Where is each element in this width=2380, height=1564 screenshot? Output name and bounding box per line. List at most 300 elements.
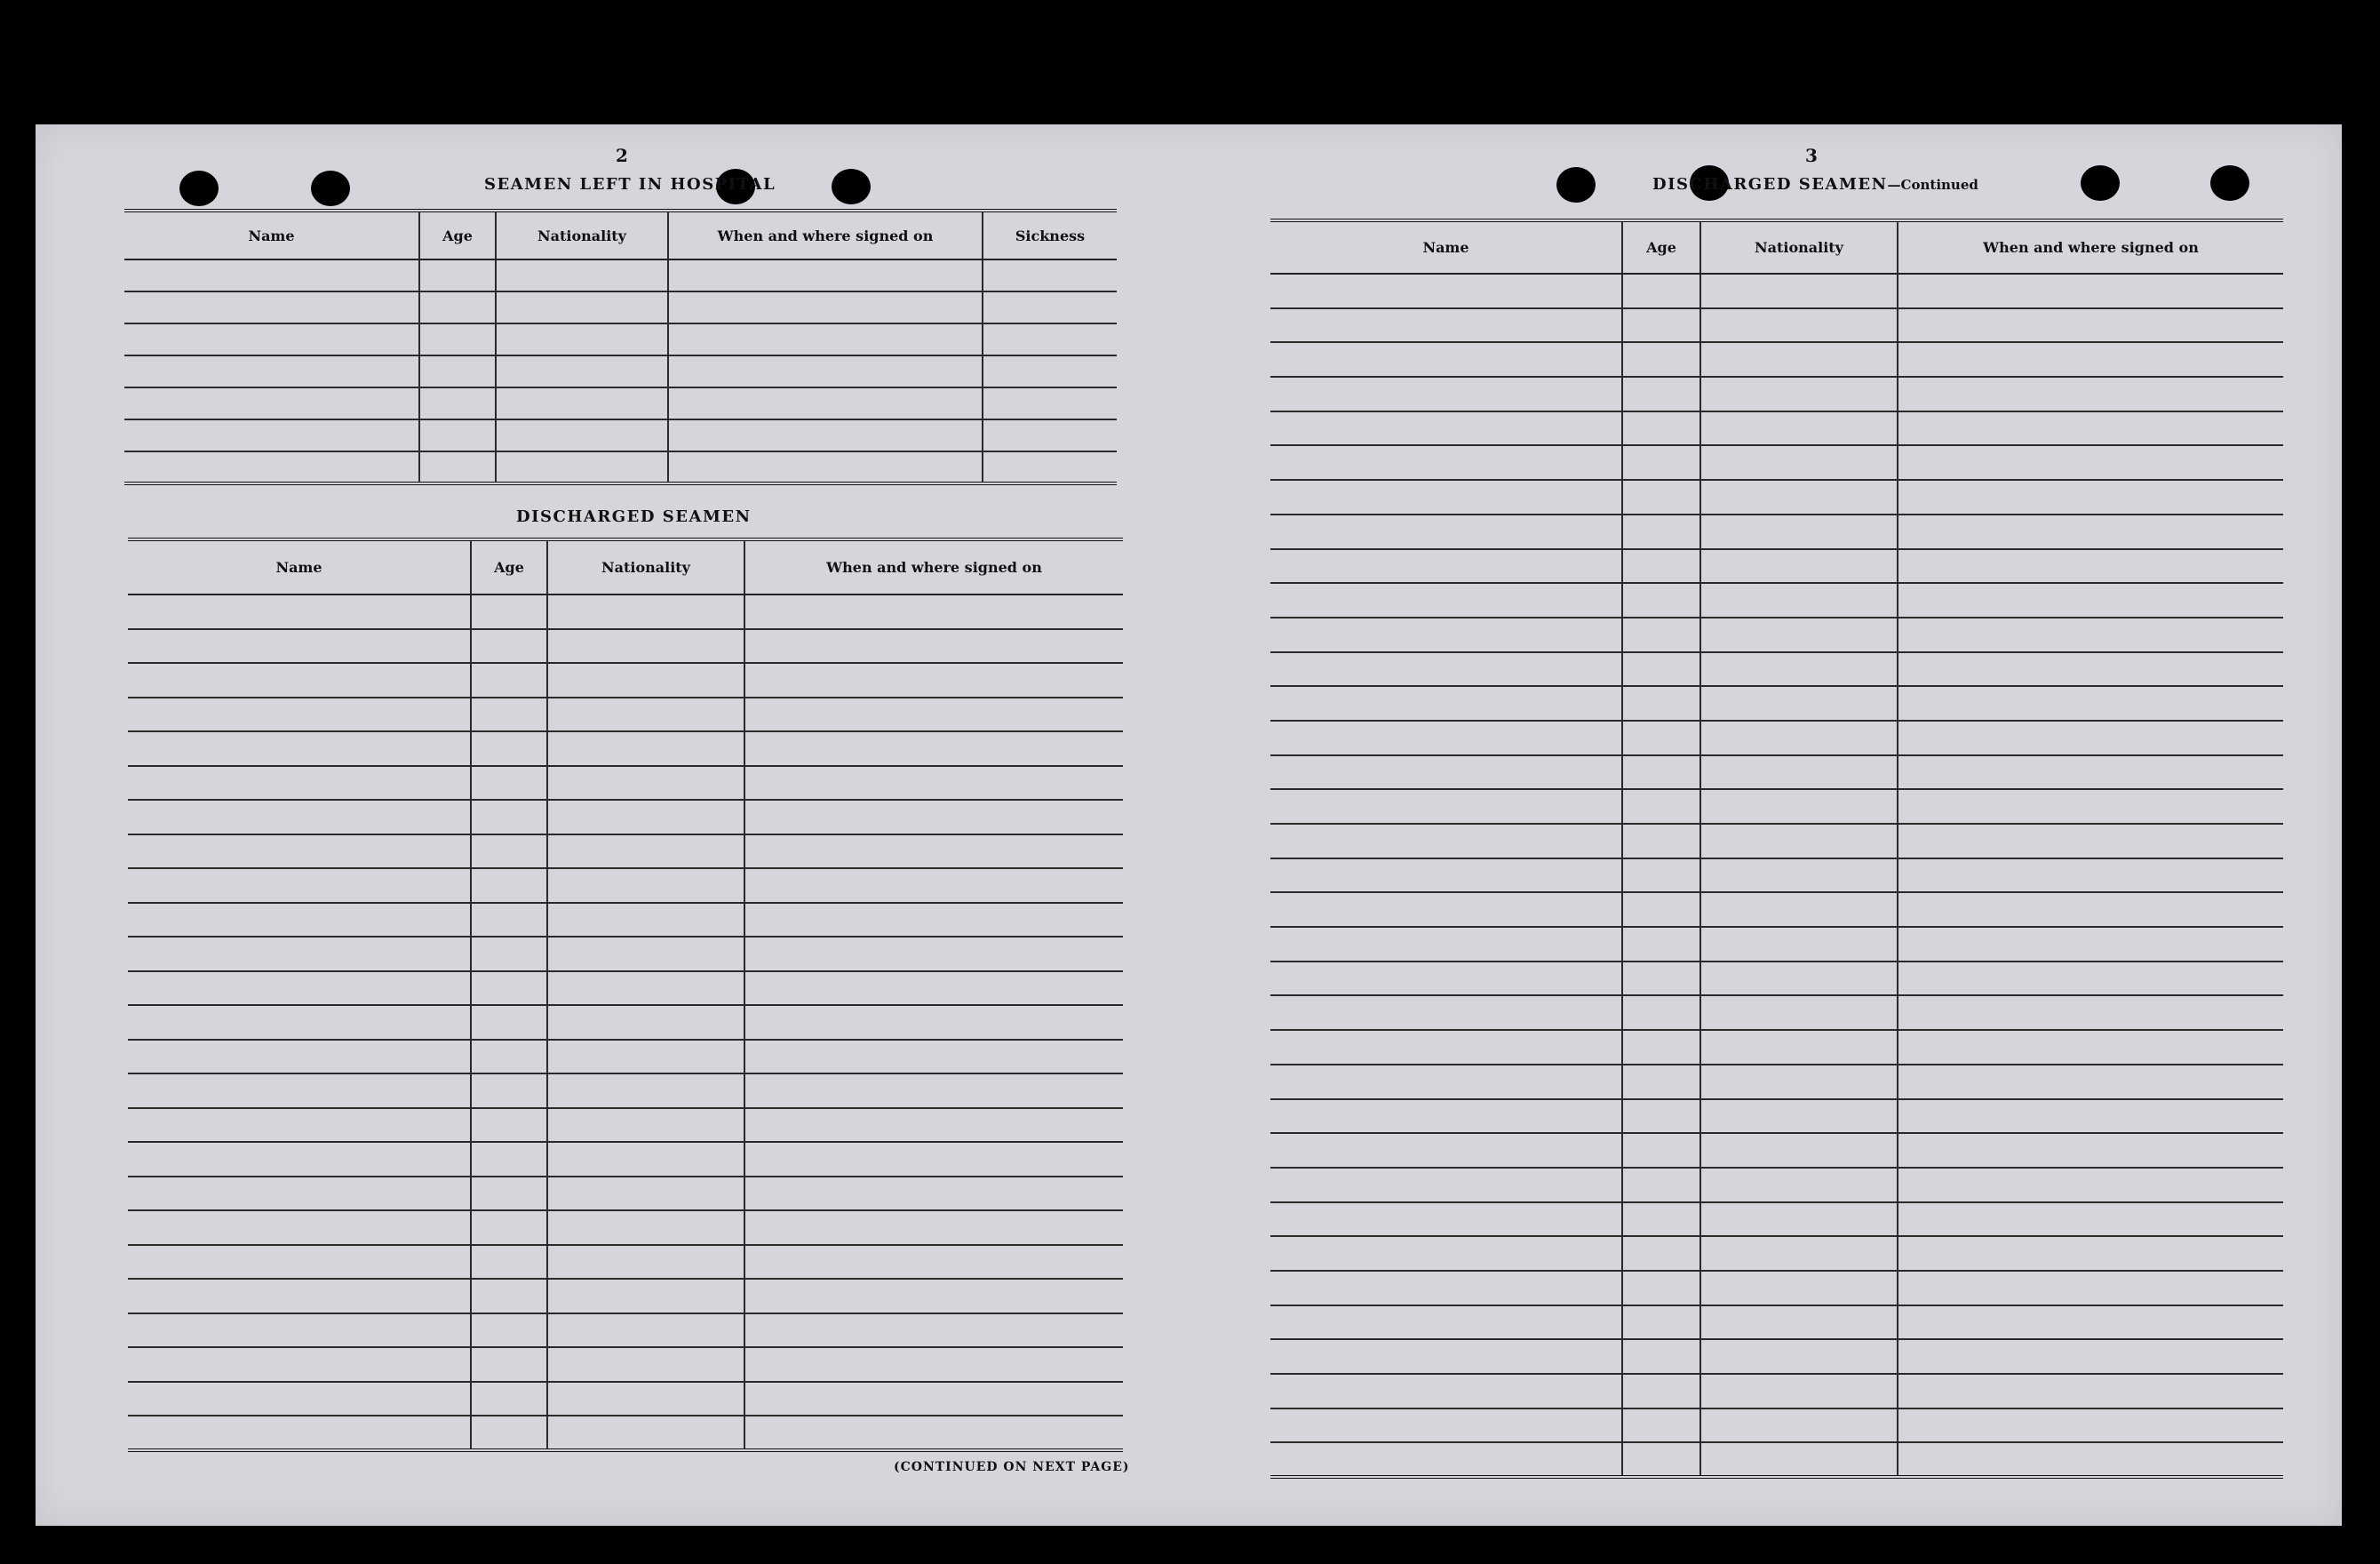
continued-footer: (CONTINUED ON NEXT PAGE): [894, 1460, 1130, 1474]
table-cell: [547, 1416, 744, 1450]
table-cell: [496, 419, 668, 451]
table-cell: [1622, 1065, 1700, 1099]
table-row: [1270, 445, 2283, 480]
table-cell: [1622, 515, 1700, 549]
column-header-sickness: Sickness: [983, 211, 1117, 259]
table-row: [128, 594, 1123, 629]
table-cell: [547, 1142, 744, 1177]
table-cell: [1700, 721, 1898, 755]
table-cell: [1270, 1236, 1622, 1271]
table-cell: [547, 1245, 744, 1280]
table-cell: [1270, 858, 1622, 893]
table-cell: [668, 323, 983, 355]
table-cell: [471, 1108, 547, 1143]
table-cell: [128, 1416, 471, 1450]
table-cell: [1700, 1202, 1898, 1237]
table-cell: [983, 291, 1117, 323]
table-cell: [1270, 1374, 1622, 1408]
table-cell: [419, 259, 496, 291]
column-header-nationality: Nationality: [1700, 220, 1898, 274]
table-cell: [128, 1040, 471, 1074]
table-cell: [419, 323, 496, 355]
table-cell: [128, 971, 471, 1006]
table-cell: [1700, 274, 1898, 308]
table-cell: [1622, 1408, 1700, 1443]
table-cell: [744, 1347, 1123, 1382]
table-row: [128, 766, 1123, 801]
table-cell: [124, 355, 419, 387]
table-row: [1270, 411, 2283, 446]
table-cell: [744, 1279, 1123, 1313]
discharged-table-header: [128, 539, 1123, 594]
table-row: [1270, 721, 2283, 755]
table-cell: [1898, 1271, 2283, 1305]
table-row: [128, 868, 1123, 903]
table-cell: [1622, 480, 1700, 515]
table-cell: [471, 868, 547, 903]
table-cell: [1270, 411, 1622, 446]
table-row: [1270, 962, 2283, 996]
table-row: [1270, 1305, 2283, 1340]
table-cell: [1270, 1202, 1622, 1237]
table-cell: [1898, 377, 2283, 411]
table-cell: [471, 1210, 547, 1245]
table-cell: [744, 629, 1123, 664]
table-cell: [1622, 1271, 1700, 1305]
table-cell: [128, 1347, 471, 1382]
table-row: [124, 259, 1117, 291]
table-row: [128, 834, 1123, 869]
table-cell: [496, 259, 668, 291]
document-sheet: [36, 124, 2342, 1526]
table-cell: [547, 1108, 744, 1143]
table-cell: [744, 1040, 1123, 1074]
table-cell: [471, 1382, 547, 1416]
table-cell: [744, 663, 1123, 698]
table-cell: [547, 1210, 744, 1245]
table-cell: [1700, 583, 1898, 618]
table-cell: [1270, 1305, 1622, 1340]
hospital-table-header: [124, 211, 1117, 259]
table-cell: [1898, 755, 2283, 790]
table-cell: [1622, 755, 1700, 790]
table-row: [124, 387, 1117, 419]
continued-table-body: [1270, 274, 2283, 1477]
table-row: [1270, 1339, 2283, 1374]
table-row: [124, 291, 1117, 323]
table-cell: [1898, 1305, 2283, 1340]
table-cell: [471, 1040, 547, 1074]
table-cell: [1270, 1168, 1622, 1202]
table-cell: [1270, 1408, 1622, 1443]
table-cell: [1700, 1236, 1898, 1271]
table-cell: [471, 834, 547, 869]
table-cell: [1898, 1374, 2283, 1408]
table-cell: [744, 594, 1123, 629]
table-row: [1270, 1030, 2283, 1065]
table-cell: [128, 800, 471, 834]
column-header-age: Age: [1622, 220, 1700, 274]
table-cell: [1700, 962, 1898, 996]
column-header-name: Name: [124, 211, 419, 259]
table-cell: [419, 291, 496, 323]
title-main: DISCHARGED SEAMEN: [1652, 175, 1888, 194]
table-row: [1270, 342, 2283, 377]
column-header-name: Name: [1270, 220, 1622, 274]
table-row: [1270, 824, 2283, 858]
table-row: [1270, 995, 2283, 1030]
table-cell: [124, 387, 419, 419]
table-cell: [1700, 549, 1898, 584]
table-row: [128, 663, 1123, 698]
table-cell: [471, 594, 547, 629]
table-cell: [547, 766, 744, 801]
table-cell: [1270, 892, 1622, 927]
table-cell: [1898, 686, 2283, 721]
table-cell: [744, 1210, 1123, 1245]
table-cell: [1622, 1339, 1700, 1374]
table-cell: [1622, 1168, 1700, 1202]
table-cell: [471, 1347, 547, 1382]
table-cell: [496, 387, 668, 419]
title-suffix: —Continued: [1887, 177, 1978, 193]
table-cell: [547, 1313, 744, 1348]
table-cell: [668, 451, 983, 483]
table-cell: [496, 355, 668, 387]
table-row: [124, 451, 1117, 483]
table-cell: [471, 1416, 547, 1450]
table-cell: [547, 594, 744, 629]
table-cell: [1622, 377, 1700, 411]
table-cell: [547, 1279, 744, 1313]
table-cell: [128, 629, 471, 664]
table-cell: [1898, 480, 2283, 515]
table-cell: [1622, 1133, 1700, 1168]
table-cell: [1622, 1236, 1700, 1271]
table-cell: [1898, 721, 2283, 755]
table-cell: [471, 731, 547, 766]
table-cell: [471, 903, 547, 938]
table-cell: [1270, 789, 1622, 824]
table-cell: [128, 834, 471, 869]
table-cell: [668, 419, 983, 451]
table-cell: [1622, 1442, 1700, 1477]
table-cell: [1622, 583, 1700, 618]
table-cell: [1700, 1099, 1898, 1134]
table-cell: [471, 937, 547, 971]
table-cell: [471, 663, 547, 698]
table-cell: [1898, 1030, 2283, 1065]
table-cell: [1898, 1099, 2283, 1134]
table-row: [128, 1279, 1123, 1313]
table-cell: [1898, 583, 2283, 618]
table-cell: [1622, 927, 1700, 962]
table-cell: [1700, 1305, 1898, 1340]
table-cell: [128, 868, 471, 903]
punch-hole: [832, 169, 871, 204]
table-cell: [471, 1313, 547, 1348]
table-cell: [1622, 1374, 1700, 1408]
column-header-age: Age: [419, 211, 496, 259]
table-cell: [128, 1073, 471, 1108]
table-cell: [128, 594, 471, 629]
table-cell: [547, 663, 744, 698]
table-cell: [547, 1347, 744, 1382]
table-cell: [744, 1177, 1123, 1211]
punch-hole: [2081, 165, 2120, 201]
hospital-table: [124, 209, 1117, 485]
table-cell: [1898, 789, 2283, 824]
table-cell: [1700, 445, 1898, 480]
table-cell: [471, 800, 547, 834]
table-cell: [1898, 1065, 2283, 1099]
table-cell: [547, 1177, 744, 1211]
punch-hole: [311, 171, 350, 206]
table-cell: [983, 387, 1117, 419]
table-cell: [1898, 1236, 2283, 1271]
table-row: [128, 800, 1123, 834]
table-cell: [744, 1142, 1123, 1177]
table-cell: [1700, 1339, 1898, 1374]
table-row: [1270, 892, 2283, 927]
table-cell: [1700, 1271, 1898, 1305]
table-cell: [547, 731, 744, 766]
table-cell: [547, 1040, 744, 1074]
table-cell: [1270, 1099, 1622, 1134]
table-row: [128, 1313, 1123, 1348]
table-cell: [1700, 1168, 1898, 1202]
table-cell: [744, 800, 1123, 834]
table-cell: [1622, 652, 1700, 687]
table-row: [1270, 686, 2283, 721]
table-cell: [1898, 927, 2283, 962]
table-cell: [668, 259, 983, 291]
table-cell: [496, 323, 668, 355]
discharged-table: [128, 538, 1123, 1452]
table-row: [1270, 1442, 2283, 1477]
table-cell: [744, 903, 1123, 938]
table-row: [128, 1245, 1123, 1280]
table-cell: [1622, 411, 1700, 446]
table-cell: [128, 731, 471, 766]
table-cell: [124, 323, 419, 355]
table-cell: [471, 629, 547, 664]
punch-hole: [1556, 167, 1596, 203]
table-cell: [1270, 721, 1622, 755]
table-cell: [1622, 1099, 1700, 1134]
table-cell: [744, 766, 1123, 801]
table-cell: [744, 1073, 1123, 1108]
table-cell: [1700, 411, 1898, 446]
table-cell: [983, 451, 1117, 483]
right-page: [1190, 124, 2342, 1526]
table-row: [128, 1382, 1123, 1416]
table-row: [124, 323, 1117, 355]
table-cell: [124, 259, 419, 291]
table-cell: [1700, 652, 1898, 687]
table-cell: [124, 291, 419, 323]
table-cell: [1270, 515, 1622, 549]
table-cell: [1700, 824, 1898, 858]
table-cell: [1700, 927, 1898, 962]
table-cell: [1700, 618, 1898, 652]
table-cell: [668, 387, 983, 419]
table-cell: [1622, 308, 1700, 343]
table-cell: [547, 903, 744, 938]
table-cell: [128, 1382, 471, 1416]
table-cell: [1700, 342, 1898, 377]
table-cell: [128, 937, 471, 971]
table-row: [128, 731, 1123, 766]
table-row: [1270, 1408, 2283, 1443]
left-page: [36, 124, 1190, 1526]
table-cell: [1622, 274, 1700, 308]
table-cell: [744, 834, 1123, 869]
column-header-signed-on: When and where signed on: [744, 539, 1123, 594]
table-cell: [128, 1313, 471, 1348]
table-cell: [1898, 1442, 2283, 1477]
column-header-name: Name: [128, 539, 471, 594]
table-row: [124, 419, 1117, 451]
table-cell: [1270, 755, 1622, 790]
table-cell: [1898, 858, 2283, 893]
table-row: [128, 1210, 1123, 1245]
table-cell: [128, 903, 471, 938]
table-cell: [1622, 1305, 1700, 1340]
table-row: [1270, 1168, 2283, 1202]
table-cell: [1898, 892, 2283, 927]
table-row: [1270, 858, 2283, 893]
table-cell: [1270, 824, 1622, 858]
table-row: [1270, 1236, 2283, 1271]
table-cell: [744, 1382, 1123, 1416]
table-cell: [1622, 342, 1700, 377]
table-cell: [1700, 1374, 1898, 1408]
table-row: [1270, 618, 2283, 652]
table-cell: [1270, 583, 1622, 618]
hospital-section-title: SEAMEN LEFT IN HOSPITAL: [484, 175, 776, 194]
table-row: [1270, 1065, 2283, 1099]
table-cell: [1270, 1442, 1622, 1477]
table-row: [1270, 1271, 2283, 1305]
table-row: [128, 698, 1123, 732]
table-cell: [744, 698, 1123, 732]
table-row: [128, 1108, 1123, 1143]
table-cell: [1898, 549, 2283, 584]
discharged-table-body: [128, 594, 1123, 1450]
table-cell: [1270, 274, 1622, 308]
table-cell: [1700, 480, 1898, 515]
table-cell: [1898, 962, 2283, 996]
table-cell: [128, 1108, 471, 1143]
table-cell: [1270, 549, 1622, 584]
table-cell: [471, 1005, 547, 1040]
table-cell: [1622, 618, 1700, 652]
table-cell: [1270, 1030, 1622, 1065]
table-cell: [1700, 1442, 1898, 1477]
table-row: [1270, 927, 2283, 962]
table-row: [128, 937, 1123, 971]
table-cell: [496, 451, 668, 483]
table-cell: [471, 1142, 547, 1177]
table-row: [128, 903, 1123, 938]
table-cell: [547, 698, 744, 732]
table-cell: [1622, 445, 1700, 480]
table-cell: [1700, 755, 1898, 790]
table-cell: [983, 323, 1117, 355]
table-cell: [1700, 858, 1898, 893]
table-cell: [124, 419, 419, 451]
table-cell: [1622, 858, 1700, 893]
table-cell: [1898, 515, 2283, 549]
table-cell: [124, 451, 419, 483]
table-cell: [1270, 962, 1622, 996]
table-cell: [128, 1245, 471, 1280]
table-cell: [1700, 686, 1898, 721]
table-cell: [1270, 377, 1622, 411]
page-number: 2: [616, 145, 628, 166]
table-cell: [547, 971, 744, 1006]
table-cell: [471, 1177, 547, 1211]
table-cell: [1622, 1030, 1700, 1065]
table-row: [128, 1040, 1123, 1074]
table-cell: [547, 868, 744, 903]
table-cell: [1898, 1133, 2283, 1168]
table-cell: [128, 1177, 471, 1211]
table-cell: [668, 291, 983, 323]
table-cell: [1700, 1065, 1898, 1099]
table-cell: [547, 1005, 744, 1040]
table-cell: [419, 451, 496, 483]
discharged-continued-table: [1270, 219, 2283, 1479]
column-header-signed-on: When and where signed on: [1898, 220, 2283, 274]
table-row: [1270, 1374, 2283, 1408]
table-row: [1270, 549, 2283, 584]
table-cell: [419, 419, 496, 451]
table-cell: [1270, 1065, 1622, 1099]
table-row: [1270, 480, 2283, 515]
table-cell: [1898, 618, 2283, 652]
table-cell: [1622, 995, 1700, 1030]
table-cell: [1898, 652, 2283, 687]
table-cell: [547, 1382, 744, 1416]
table-cell: [128, 1005, 471, 1040]
table-cell: [547, 834, 744, 869]
table-cell: [547, 1073, 744, 1108]
table-cell: [1270, 480, 1622, 515]
table-cell: [1898, 1408, 2283, 1443]
table-row: [128, 1073, 1123, 1108]
table-cell: [419, 387, 496, 419]
discharged-continued-title: [1652, 175, 1978, 194]
table-cell: [1622, 824, 1700, 858]
table-cell: [1622, 686, 1700, 721]
table-cell: [1898, 995, 2283, 1030]
table-row: [128, 1347, 1123, 1382]
table-row: [128, 1005, 1123, 1040]
table-cell: [1622, 721, 1700, 755]
table-cell: [1898, 342, 2283, 377]
table-row: [128, 971, 1123, 1006]
table-cell: [128, 698, 471, 732]
table-cell: [471, 766, 547, 801]
table-cell: [1622, 1202, 1700, 1237]
table-cell: [1700, 995, 1898, 1030]
table-cell: [128, 663, 471, 698]
table-cell: [471, 698, 547, 732]
column-header-age: Age: [471, 539, 547, 594]
table-cell: [1700, 308, 1898, 343]
